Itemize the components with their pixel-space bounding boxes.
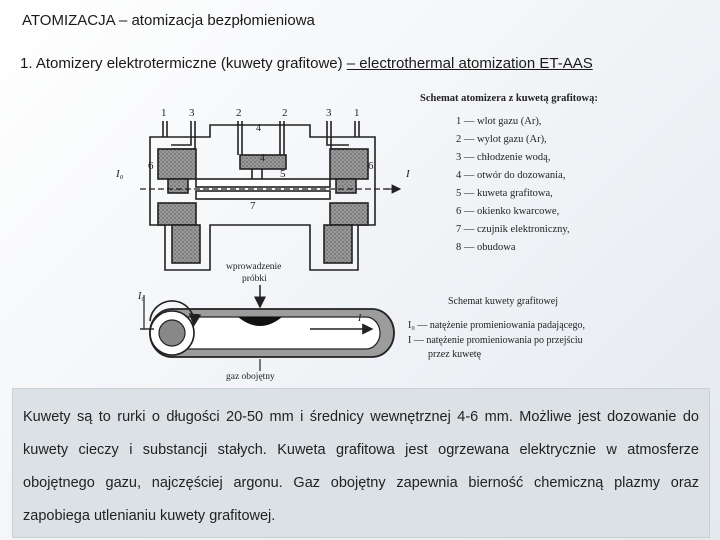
label-1-left: 1 <box>161 107 167 119</box>
legend-item-3: 3 — chłodzenie wodą, <box>456 152 551 163</box>
label-3-right: 3 <box>326 107 332 119</box>
label-i-top: I <box>406 168 410 180</box>
legend-item-1: 1 — wlot gazu (Ar), <box>456 116 542 127</box>
legend-item-5: 5 — kuweta grafitowa, <box>456 188 553 199</box>
label-4-mid: 4 <box>260 153 265 164</box>
gas-label: gaz obojętny <box>226 372 275 382</box>
tube-legend-2: I — natężenie promieniowania po przejściu <box>408 335 583 346</box>
sample-label-2: próbki <box>242 274 267 284</box>
label-6-left: 6 <box>148 160 154 172</box>
section-heading <box>20 55 593 72</box>
legend-item-7: 7 — czujnik elektroniczny, <box>456 224 570 235</box>
legend-title: Schemat atomizera z kuwetą grafitową: <box>420 93 598 104</box>
legend-item-8: 8 — obudowa <box>456 242 516 253</box>
label-1-right: 1 <box>354 107 360 119</box>
tube-label-i: I <box>358 313 362 324</box>
legend-item-2: 2 — wylot gazu (Ar), <box>456 134 547 145</box>
label-i0-top: I₀ <box>116 168 124 180</box>
section-heading-text: 1. Atomizery elektrotermiczne (kuwety grafitowe) <box>20 55 343 72</box>
description-text: Kuwety są to rurki o długości 20-50 mm i średnicy wewnętrznej 4-6 mm. Możliwe jest dozowanie do kuwety cieczy i substancji stałych. Kuweta grafitowa jest ogrzewana elektrycznie w atmosferze obojętnego gazu, najczęściej argonu. Gaz obojętny zapewnia bierność chemiczną plazmy oraz zapobiega utlenianiu kuwety grafitowej. <box>23 409 699 524</box>
label-5: 5 <box>280 168 286 180</box>
legend-item-4: 4 — otwór do dozowania, <box>456 170 566 181</box>
description-box <box>12 388 710 538</box>
section-heading-underlined: – electrothermal atomization ET-AAS <box>346 55 593 72</box>
label-4-top: 4 <box>256 123 261 134</box>
tube-legend-1: I₀ — natężenie promieniowania padającego, <box>408 320 586 331</box>
atomizer-figure <box>110 85 620 385</box>
sample-label-1: wprowadzenie <box>226 262 282 272</box>
label-2-left: 2 <box>236 107 242 119</box>
tube-diagram <box>137 262 394 382</box>
tube-label-i0: I₀ <box>138 291 145 302</box>
label-6-right: 6 <box>368 160 374 172</box>
legend-item-6: 6 — okienko kwarcowe, <box>456 206 560 217</box>
tube-legend <box>408 296 585 360</box>
tube-title: Schemat kuwety grafitowej <box>448 296 558 307</box>
page-title: ATOMIZACJA – atomizacja bezpłomieniowa <box>22 12 315 29</box>
label-3-left: 3 <box>189 107 195 119</box>
tube-legend-3: przez kuwetę <box>428 349 482 360</box>
label-7: 7 <box>250 200 256 212</box>
atomizer-diagram <box>115 107 411 270</box>
label-2-right: 2 <box>282 107 288 119</box>
atomizer-legend <box>420 93 598 253</box>
